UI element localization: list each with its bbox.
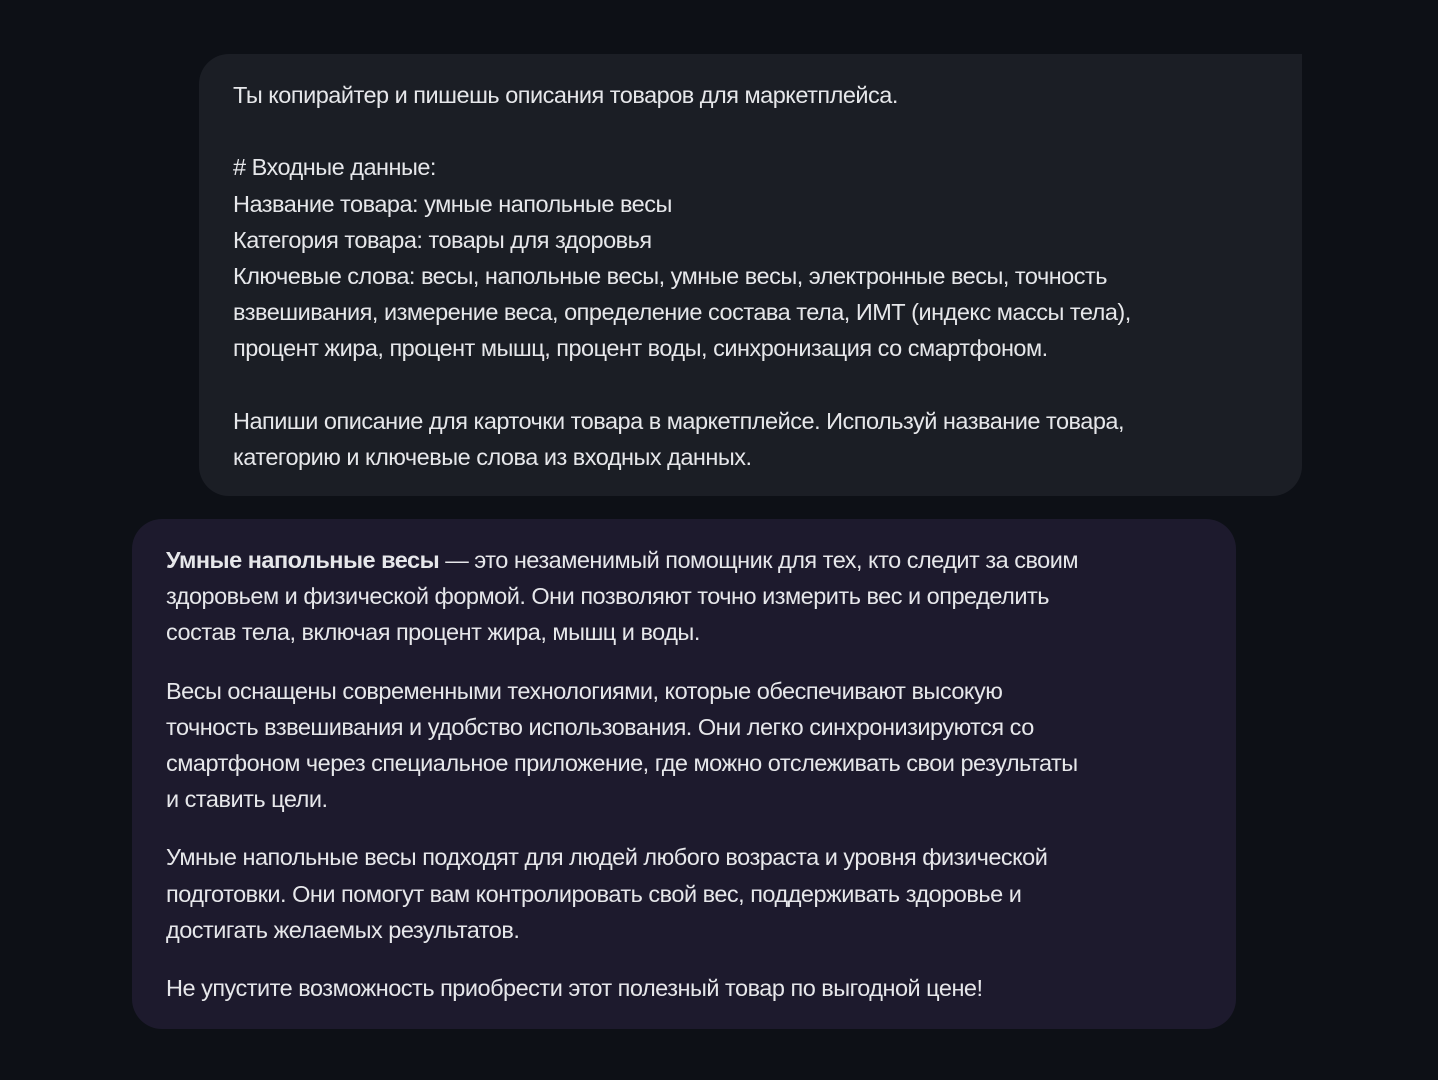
- assistant-line: Не упустите возможность приобрести этот полезный товар по выгодной цене!: [166, 975, 983, 1002]
- assistant-paragraph: [166, 542, 1192, 651]
- assistant-line: Умные напольные весы подходят для людей любого возраста и уровня физической: [166, 844, 1048, 871]
- user-message-line: категорию и ключевые слова из входных данных.: [233, 444, 752, 470]
- user-message-line: процент жира, процент мышц, процент воды, синхронизация со смартфоном.: [233, 335, 1048, 362]
- user-message-line: Напиши описание для карточки товара в маркетплейсе. Используй название товара,: [233, 407, 1124, 434]
- user-message-bubble: [199, 54, 1302, 496]
- assistant-line: здоровьем и физической формой. Они позволяют точно измерить вес и определить: [166, 583, 1049, 610]
- user-message-line: Категория товара: товары для здоровья: [233, 226, 652, 253]
- assistant-line: состав тела, включая процент жира, мышц и воды.: [166, 619, 700, 646]
- assistant-paragraph: [166, 839, 1192, 948]
- assistant-paragraph: [166, 673, 1192, 818]
- assistant-line-rest: — это незаменимый помощник для тех, кто следит за своим: [439, 547, 1079, 573]
- blank-line: [233, 113, 1262, 149]
- assistant-line: [166, 542, 1192, 578]
- assistant-line: точность взвешивания и удобство использования. Они легко синхронизируются со: [166, 713, 1034, 740]
- assistant-line: смартфоном через специальное приложение, где можно отслеживать свои результаты: [166, 750, 1078, 777]
- user-message-line: Ты копирайтер и пишешь описания товаров для маркетплейса.: [233, 82, 898, 108]
- user-message-line: Название товара: умные напольные весы: [233, 190, 672, 217]
- user-message-line: взвешивания, измерение веса, определение состава тела, ИМТ (индекс массы тела),: [233, 299, 1131, 326]
- assistant-paragraph: [166, 970, 1192, 1006]
- assistant-line: достигать желаемых результатов.: [166, 916, 520, 943]
- assistant-line: подготовки. Они помогут вам контролировать свой вес, поддерживать здоровье и: [166, 880, 1022, 907]
- user-message-line: # Входные данные:: [233, 154, 436, 181]
- assistant-line: и ставить цели.: [166, 786, 328, 813]
- assistant-line: Весы оснащены современными технологиями, которые обеспечивают высокую: [166, 677, 1003, 704]
- user-message-line: Ключевые слова: весы, напольные весы, умные весы, электронные весы, точность: [233, 263, 1108, 289]
- blank-line: [233, 367, 1262, 403]
- assistant-message-bubble: [132, 519, 1236, 1029]
- product-name-bold: Умные напольные весы: [166, 547, 440, 573]
